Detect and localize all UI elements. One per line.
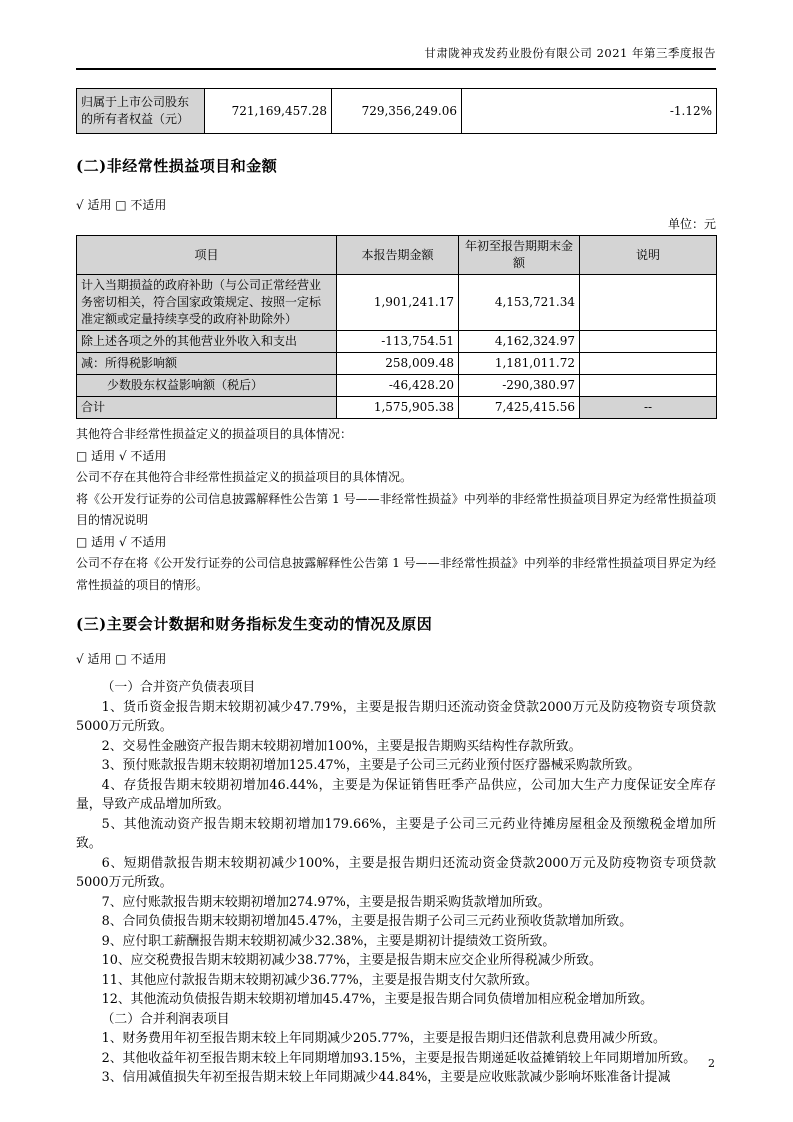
equity-current-value: 721,169,457.28 xyxy=(205,89,332,134)
section3-applicability: √ 适用 □ 不适用 xyxy=(76,652,167,666)
row-note xyxy=(580,331,717,353)
row-item-label: 少数股东权益影响额（税后） xyxy=(77,375,337,397)
row-note xyxy=(580,353,717,375)
row-current-value: -113,754.51 xyxy=(337,331,459,353)
note-line: 其他符合非经常性损益定义的损益项目的具体情况： xyxy=(76,427,353,441)
section2-applicability: √ 适用 □ 不适用 xyxy=(76,198,167,212)
total-ytd-value: 7,425,415.56 xyxy=(459,397,580,419)
row-note xyxy=(580,275,717,331)
equity-row-label: 归属于上市公司股东的所有者权益（元） xyxy=(77,89,205,134)
section3-paragraphs xyxy=(76,678,716,1088)
note-line: 公司不存在其他符合非经常性损益定义的损益项目的具体情况。 xyxy=(76,470,413,484)
table-row xyxy=(77,331,717,353)
change-item: 1、货币资金报告期末较期初减少47.79%，主要是报告期归还流动资金贷款2000万元及防疫物资专项贷款5000万元所致。 xyxy=(76,699,716,734)
non-recurring-items-table xyxy=(76,235,717,419)
row-current-value: 258,009.48 xyxy=(337,353,459,375)
change-item: 7、应付账款报告期末较期初增加274.97%，主要是报告期采购货款增加所致。 xyxy=(101,894,551,910)
total-row-note: -- xyxy=(580,397,717,419)
unit-label: 单位：元 xyxy=(667,217,716,231)
change-item: 11、其他应付款报告期末较期初减少36.77%，主要是报告期支付欠款所致。 xyxy=(101,972,538,988)
equity-change-percent: -1.12% xyxy=(462,89,717,134)
table-total-row xyxy=(77,397,717,419)
change-item: 12、其他流动负债报告期末较期初增加45.47%，主要是报告期合同负债增加相应税金增加所致。 xyxy=(101,992,653,1007)
total-current-value: 1,575,905.38 xyxy=(337,397,459,419)
change-item: 6、短期借款报告期末较期初减少100%，主要是报告期归还流动资金贷款2000万元及防疫物资专项贷款5000万元所致。 xyxy=(76,855,716,890)
change-item: 10、应交税费报告期末较期初减少38.77%，主要是报告期末应交企业所得税减少所致。 xyxy=(101,953,602,968)
note-applicability: □ 适用 √ 不适用 xyxy=(76,448,167,463)
row-ytd-value: -290,380.97 xyxy=(459,375,580,397)
row-note xyxy=(580,375,717,397)
change-item: 2、其他收益年初至报告期末较上年同期增加93.15%，主要是报告期递延收益摊销较上年同期增加所致。 xyxy=(101,1050,696,1066)
section2-heading: (二)非经常性损益项目和金额 xyxy=(76,157,278,175)
report-title: 甘肃陇神戎发药业股份有限公司 2021 年第三季度报告 xyxy=(424,46,716,60)
change-item: 2、交易性金融资产报告期末较期初增加100%，主要是报告期购买结构性存款所致。 xyxy=(101,738,582,754)
row-current-value: -46,428.20 xyxy=(337,375,459,397)
row-item-label: 除上述各项之外的其他营业外收入和支出 xyxy=(77,331,337,353)
row-ytd-value: 4,153,721.34 xyxy=(459,275,580,331)
row-current-value: 1,901,241.17 xyxy=(337,275,459,331)
change-item: 1、财务费用年初至报告期末较上年同期减少205.77%，主要是报告期归还借款利息费用减少所致。 xyxy=(101,1031,666,1046)
change-item: 9、应付职工薪酬报告期末较期初减少32.38%，主要是期初计提绩效工资所致。 xyxy=(101,933,556,949)
sub-heading-income-statement: （二）合并利润表项目 xyxy=(101,1011,230,1027)
change-item: 5、其他流动资产报告期末较期初增加179.66%，主要是子公司三元药业待摊房屋租金及预缴税金增加所致。 xyxy=(76,816,716,851)
table-row xyxy=(77,353,717,375)
col-header-item: 项目 xyxy=(77,236,337,275)
row-item-label: 计入当期损益的政府补助（与公司正常经营业务密切相关，符合国家政策规定、按照一定标准定额或定量持续享受的政府补助除外） xyxy=(77,275,337,331)
table-row xyxy=(77,375,717,397)
equity-prior-value: 729,356,249.06 xyxy=(332,89,462,134)
col-header-current: 本报告期金额 xyxy=(337,236,459,275)
row-ytd-value: 4,162,324.97 xyxy=(459,331,580,353)
section3-heading: (三)主要会计数据和财务指标发生变动的情况及原因 xyxy=(76,615,433,633)
document-header xyxy=(76,0,716,70)
table-row xyxy=(77,275,717,331)
note-line: 将《公开发行证券的公司信息披露解释性公告第 1 号——非经常性损益》中列举的非经常性损益项目界定为经常性损益项目的情况说明 xyxy=(76,491,716,527)
page-content xyxy=(76,0,716,1088)
page-number: 2 xyxy=(708,1057,715,1070)
equity-table-row xyxy=(77,89,717,134)
row-ytd-value: 1,181,011.72 xyxy=(459,353,580,375)
row-item-label: 减：所得税影响额 xyxy=(77,353,337,375)
change-item: 3、信用减值损失年初至报告期末较上年同期减少44.84%，主要是应收账款减少影响坏账准备计提减 xyxy=(101,1070,671,1085)
col-header-ytd: 年初至报告期期末金额 xyxy=(459,236,580,275)
col-header-note: 说明 xyxy=(580,236,717,275)
note-applicability: □ 适用 √ 不适用 xyxy=(76,534,167,549)
total-row-label: 合计 xyxy=(77,397,337,419)
non-recurring-notes xyxy=(76,424,716,596)
note-line: 公司不存在将《公开发行证券的公司信息披露解释性公告第 1 号——非经常性损益》中列举的非经常性损益项目界定为经常性损益的项目的情形。 xyxy=(76,556,716,592)
equity-table xyxy=(76,88,717,134)
change-item: 8、合同负债报告期末较期初增加45.47%，主要是报告期子公司三元药业预收货款增加所致。 xyxy=(101,914,633,929)
change-item: 4、存货报告期末较期初增加46.44%，主要是为保证销售旺季产品供应，公司加大生产力度保证安全库存量，导致产成品增加所致。 xyxy=(76,777,716,812)
sub-heading-balance-sheet: （一）合并资产负债表项目 xyxy=(101,680,256,695)
table-header-row xyxy=(77,236,717,275)
change-item: 3、预付账款报告期末较期初增加125.47%，主要是子公司三元药业预付医疗器械采购款所致。 xyxy=(101,758,641,773)
